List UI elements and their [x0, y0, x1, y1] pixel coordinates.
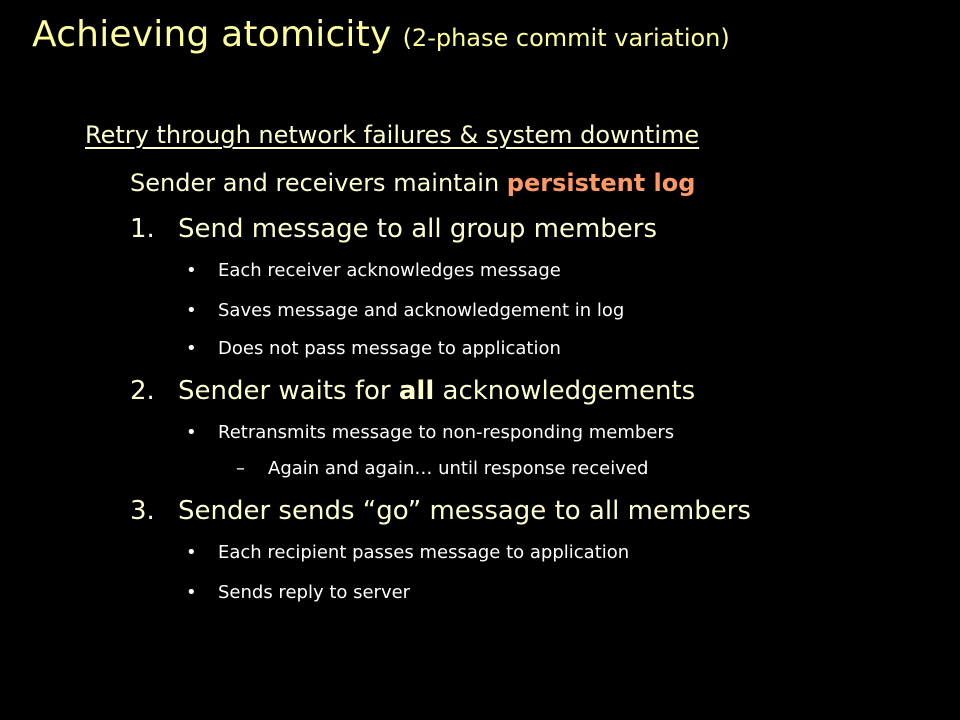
step-1-text: Send message to all group members: [178, 214, 658, 244]
bullet-text: Sends reply to server: [218, 582, 411, 603]
section-heading: Retry through network failures & system downtime: [85, 121, 700, 149]
step-2-text: [178, 376, 695, 406]
bullet-text: Each receiver acknowledges message: [218, 260, 561, 281]
step-2-sub-bullet-1: [0, 458, 960, 482]
step-3-bullet-1: [0, 542, 960, 566]
step-1-number: 1.: [130, 214, 155, 244]
bullet-marker: •: [186, 260, 197, 281]
bullet-marker: •: [186, 582, 197, 603]
bullet-text: Retransmits message to non-responding members: [218, 422, 675, 443]
step-3-number: 3.: [130, 496, 155, 526]
intro-highlight: persistent log: [506, 169, 696, 197]
title-subtitle: (2-phase commit variation): [402, 24, 730, 52]
intro-text: Sender and receivers maintain: [130, 169, 507, 197]
bullet-marker: •: [186, 338, 197, 359]
sub-bullet-text: Again and again… until response received: [268, 458, 649, 479]
step-2-number: 2.: [130, 376, 155, 406]
intro-line: [130, 169, 695, 197]
step-2-text-after: acknowledgements: [434, 376, 696, 406]
title-main: Achieving atomicity: [32, 14, 392, 55]
step-2-text-before: Sender waits for: [178, 376, 399, 406]
step-1-bullet-3: [0, 338, 960, 362]
dash-marker: –: [236, 458, 245, 479]
step-1: [0, 214, 960, 248]
bullet-marker: •: [186, 422, 197, 443]
step-3-bullet-2: [0, 582, 960, 606]
bullet-text: Does not pass message to application: [218, 338, 561, 359]
bullet-marker: •: [186, 300, 197, 321]
step-2-bullet-1: [0, 422, 960, 446]
step-1-bullet-2: [0, 300, 960, 324]
step-2-emphasis: all: [398, 376, 435, 406]
step-1-bullet-1: [0, 260, 960, 284]
bullet-text: Saves message and acknowledgement in log: [218, 300, 625, 321]
bullet-text: Each recipient passes message to application: [218, 542, 630, 563]
bullet-marker: •: [186, 542, 197, 563]
slide-title: [32, 14, 730, 55]
step-3-text: Sender sends “go” message to all members: [178, 496, 751, 526]
step-2: [0, 376, 960, 410]
step-3: [0, 496, 960, 530]
